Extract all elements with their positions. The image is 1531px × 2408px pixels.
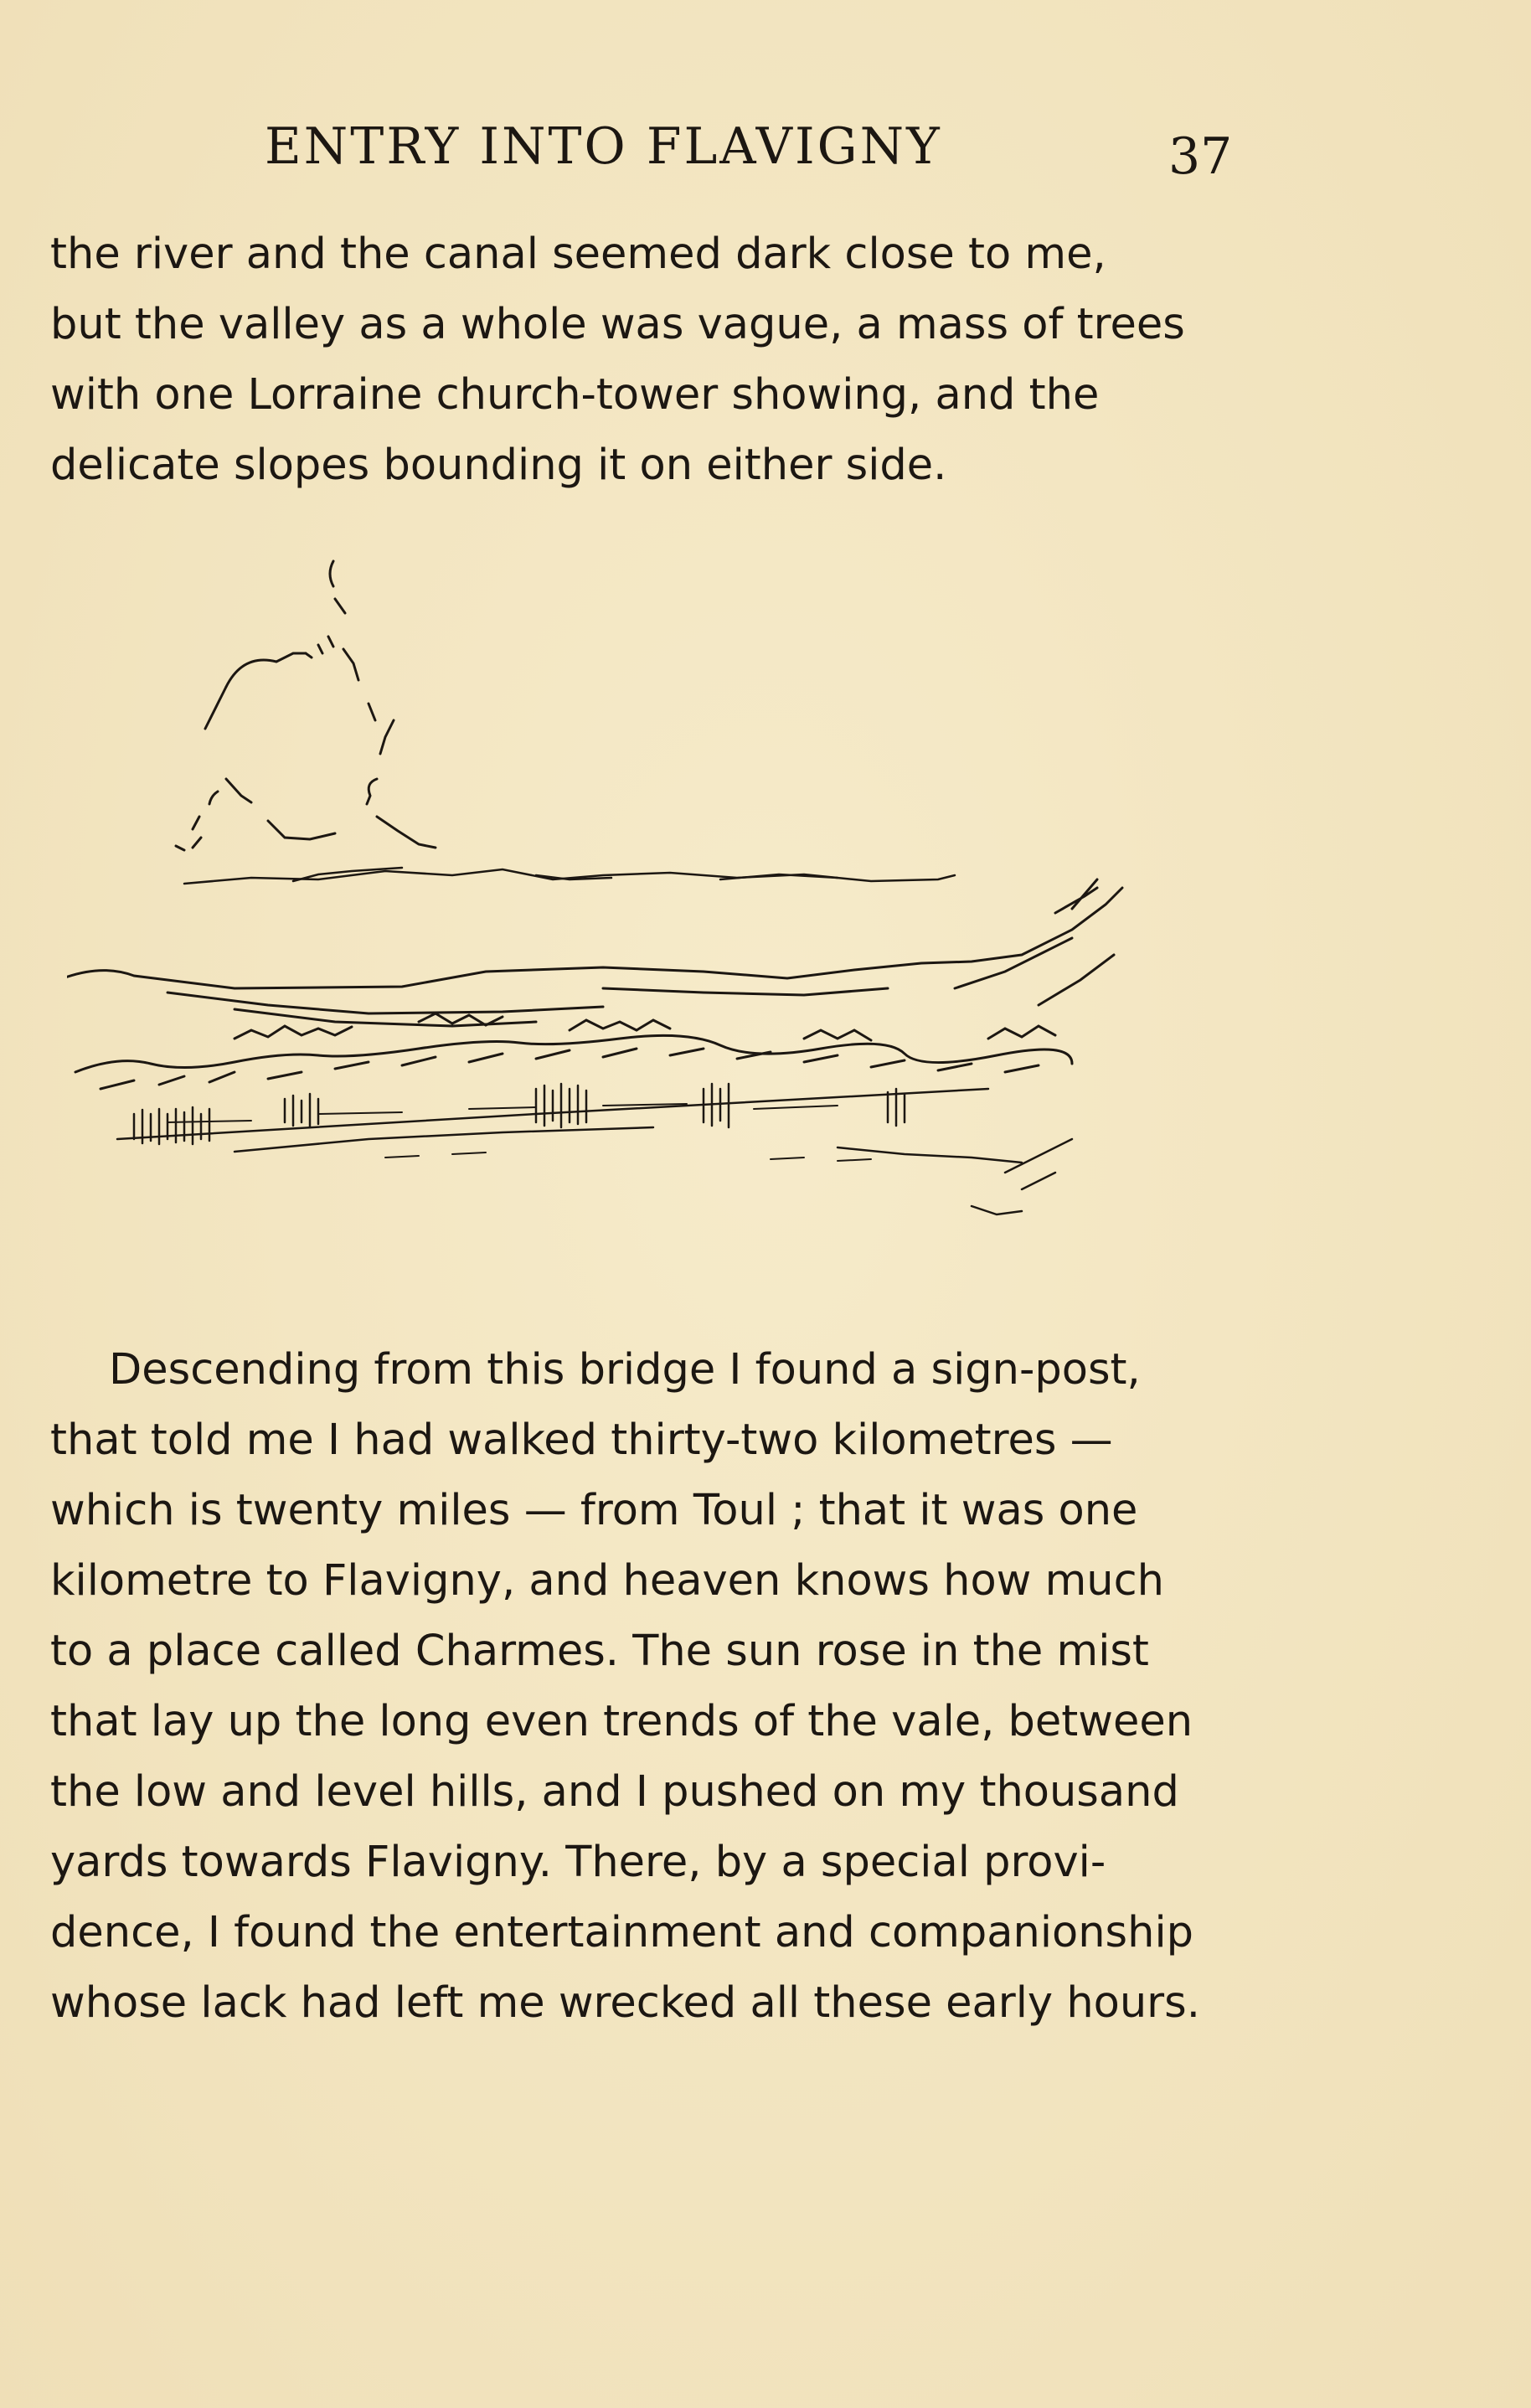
hills-lines — [67, 879, 1122, 1026]
foreground-hatching — [117, 1084, 1072, 1214]
text-line: delicate slopes bounding it on either side. — [50, 441, 947, 490]
church-tower-sketch — [176, 561, 436, 850]
horizon-lines — [184, 868, 955, 884]
paragraph-1 — [50, 219, 1231, 501]
text-line: with one Lorraine church-tower showing, and the — [50, 370, 1100, 420]
text-line: Descending from this bridge I found a sign-post, — [109, 1345, 1141, 1395]
text-line: the river and the canal seemed dark close to me, — [50, 229, 1106, 279]
text-line: whose lack had left me wrecked all these early hours. — [50, 1978, 1200, 2028]
text-line: but the valley as a whole was vague, a mass of trees — [50, 300, 1185, 349]
landscape-sketch-icon — [67, 536, 1240, 1323]
paragraph-2 — [50, 1335, 1231, 2039]
text-line: dence, I found the entertainment and companionship — [50, 1908, 1193, 1957]
text-line: kilometre to Flavigny, and heaven knows how much — [50, 1556, 1164, 1606]
page-number: 37 — [1168, 127, 1233, 186]
text-line: that lay up the long even trends of the vale, between — [50, 1697, 1193, 1746]
text-line: which is twenty miles — from Toul ; that it was one — [50, 1486, 1138, 1535]
text-line: that told me I had walked thirty-two kilometres — — [50, 1415, 1113, 1465]
text-line: to a place called Charmes. The sun rose in the mist — [50, 1627, 1149, 1676]
page-header — [50, 117, 1273, 193]
text-line: yards towards Flavigny. There, by a special provi- — [50, 1838, 1106, 1887]
text-line: the low and level hills, and I pushed on my thousand — [50, 1767, 1179, 1817]
running-title: ENTRY INTO FLAVIGNY — [265, 117, 942, 176]
tree-mass — [75, 1013, 1072, 1089]
